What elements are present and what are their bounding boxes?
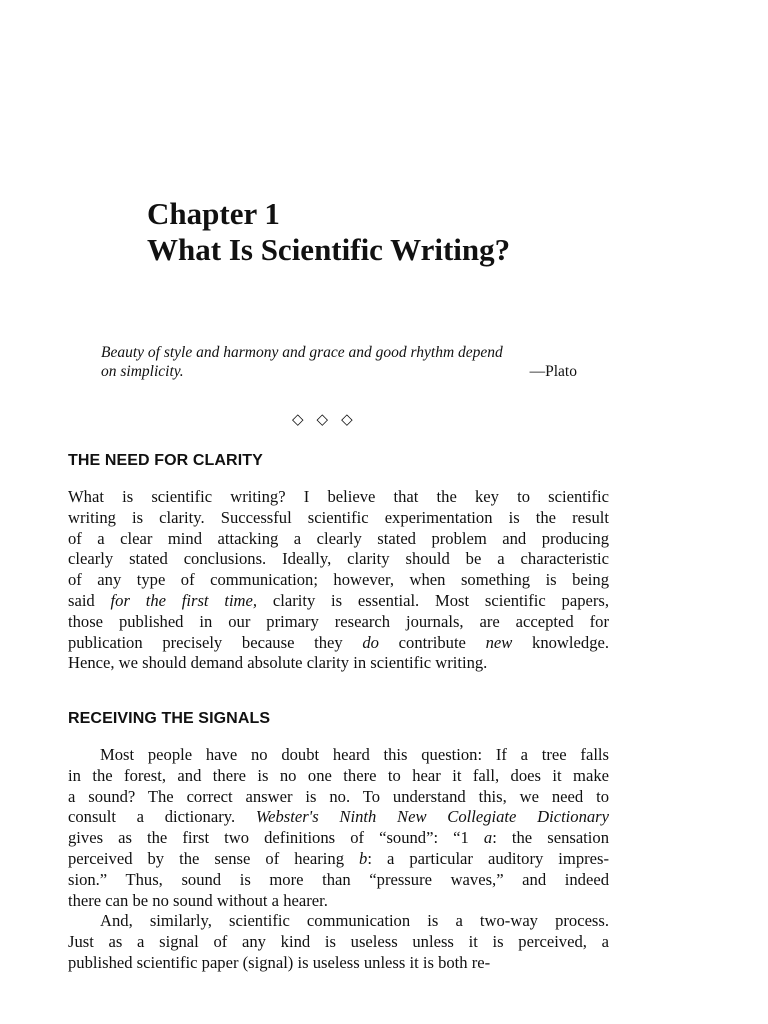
text-run: contribute bbox=[378, 632, 486, 652]
text-run: said bbox=[68, 590, 111, 610]
text-line: And, similarly, scientific communication is a two-way process. bbox=[100, 911, 609, 931]
italic-run: new bbox=[485, 632, 513, 652]
text-line: Just as a signal of any kind is useless unless it is perceived, a bbox=[68, 932, 609, 952]
chapter-heading bbox=[147, 196, 510, 268]
section-heading-need-for-clarity: THE NEED FOR CLARITY bbox=[68, 452, 263, 469]
epigraph-attribution: —Plato bbox=[529, 363, 577, 380]
text-line: of any type of communication; however, when something is being bbox=[68, 570, 609, 590]
text-line bbox=[68, 591, 609, 612]
text-run: knowledge. bbox=[512, 632, 610, 652]
text-run: consult a dictionary. bbox=[68, 807, 256, 827]
italic-run: a bbox=[483, 828, 493, 848]
text-line: there can be no sound without a hearer. bbox=[68, 890, 328, 910]
section-heading-receiving-signals: RECEIVING THE SIGNALS bbox=[68, 710, 271, 727]
section-ornament-diamonds: ◇◇◇ bbox=[292, 410, 366, 428]
text-line: What is scientific writing? I believe that the key to scientific bbox=[68, 487, 609, 506]
text-line bbox=[68, 807, 609, 828]
text-line: a sound? The correct answer is no. To understand this, we need to bbox=[68, 786, 609, 806]
italic-run: b bbox=[359, 848, 368, 868]
text-run: : the sensation bbox=[492, 828, 610, 848]
text-line: those published in our primary research journals, are accepted for bbox=[68, 611, 609, 631]
text-line: in the forest, and there is no one there to hear it fall, does it make bbox=[68, 765, 609, 785]
paragraph-need-for-clarity bbox=[68, 487, 609, 674]
italic-run: for the first time, bbox=[110, 590, 258, 610]
text-line: sion.” Thus, sound is more than “pressure waves,” and indeed bbox=[68, 869, 609, 889]
text-line: Most people have no doubt heard this question: If a tree falls bbox=[100, 745, 609, 764]
epigraph-line-1: Beauty of style and harmony and grace and good rhythm depend bbox=[101, 344, 503, 361]
text-run: : a particular auditory impres- bbox=[367, 848, 609, 868]
text-line: writing is clarity. Successful scientific experimentation is the result bbox=[68, 507, 609, 527]
chapter-title: What Is Scientific Writing? bbox=[147, 232, 511, 267]
text-run: perceived by the sense of hearing bbox=[68, 848, 360, 868]
text-run: gives as the first two definitions of “sound”: “1 bbox=[68, 828, 484, 848]
text-run: publication precisely because they bbox=[68, 632, 363, 652]
chapter-number: Chapter 1 bbox=[147, 196, 280, 231]
italic-run: do bbox=[362, 632, 379, 652]
italic-run: Webster's Ninth New Collegiate Dictionary bbox=[255, 807, 609, 827]
text-line bbox=[68, 633, 609, 654]
epigraph bbox=[101, 343, 577, 381]
text-line: of a clear mind attacking a clearly stated problem and producing bbox=[68, 528, 609, 548]
text-line: clearly stated conclusions. Ideally, clarity should be a characteristic bbox=[68, 549, 609, 569]
text-line: Hence, we should demand absolute clarity in scientific writing. bbox=[68, 653, 488, 673]
text-line bbox=[68, 828, 609, 849]
text-line bbox=[68, 849, 609, 870]
text-line: published scientific paper (signal) is useless unless it is both re- bbox=[68, 952, 491, 972]
epigraph-line-2: on simplicity. bbox=[101, 363, 184, 380]
text-run: clarity is essential. Most scientific papers, bbox=[257, 590, 610, 610]
paragraph-receiving-signals bbox=[68, 745, 609, 974]
